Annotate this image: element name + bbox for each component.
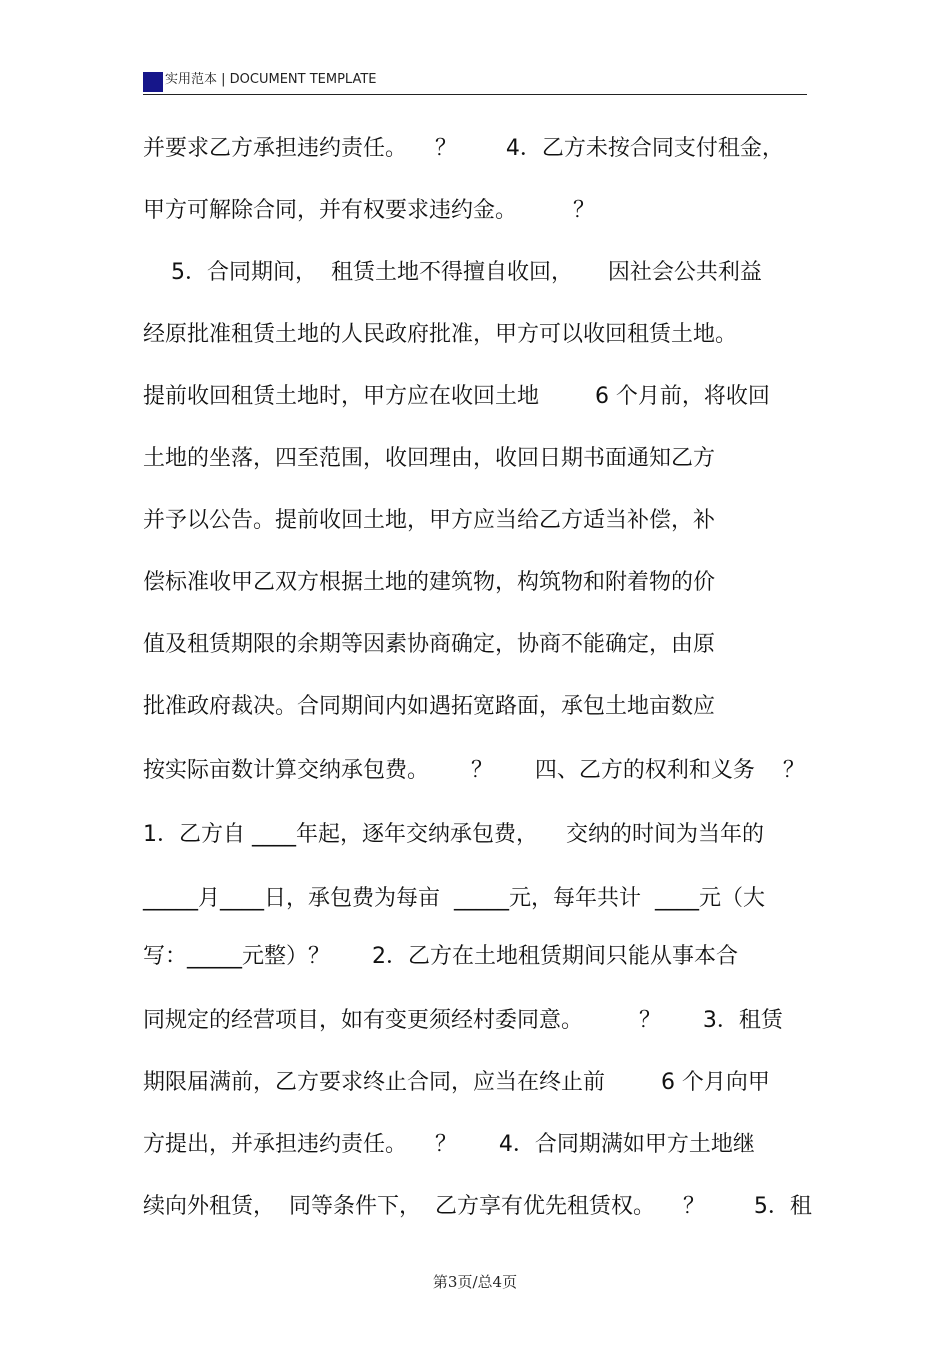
body-line: 续向外租赁， 同等条件下， 乙方享有优先租赁权。 ？ 5．租: [143, 1194, 812, 1219]
body-line: 值及租赁期限的余期等因素协商确定，协商不能确定，由原: [143, 632, 716, 657]
header-title: 实用范本 | DOCUMENT TEMPLATE: [165, 72, 377, 87]
body-line: 偿标准收甲乙双方根据土地的建筑物，构筑物和附着物的价: [143, 570, 716, 595]
body-line: 5．合同期间， 租赁土地不得擅自收回， 因社会公共利益: [143, 260, 762, 285]
body-line: 按实际亩数计算交纳承包费。 ？ 四、乙方的权利和义务 ？: [143, 758, 805, 783]
body-line: 同规定的经营项目，如有变更须经村委同意。 ？ 3．租赁: [143, 1008, 783, 1033]
body-line: 方提出，并承担违约责任。 ？ 4．合同期满如甲方土地继: [143, 1132, 755, 1157]
body-line: 甲方可解除合同，并有权要求违约金。 ？: [143, 198, 595, 223]
body-line: 期限届满前，乙方要求终止合同，应当在终止前 6 个月向甲: [143, 1070, 770, 1095]
body-line: 1．乙方自 ____年起，逐年交纳承包费， 交纳的时间为当年的: [143, 822, 764, 847]
body-line: 并予以公告。提前收回土地，甲方应当给乙方适当补偿，补: [143, 508, 716, 533]
page-number: 第3页/总4页: [432, 1273, 518, 1291]
body-line: 土地的坐落，四至范围，收回理由，收回日期书面通知乙方: [143, 446, 716, 471]
body-line: _____月____日，承包费为每亩 _____元，每年共计 ____元（大: [143, 886, 765, 911]
document-header: [143, 68, 807, 95]
body-line: 经原批准租赁土地的人民政府批准，甲方可以收回租赁土地。: [143, 322, 738, 347]
header-logo-square: [143, 72, 163, 92]
body-line: 并要求乙方承担违约责任。 ？ 4．乙方未按合同支付租金，: [143, 136, 784, 161]
body-line: 批准政府裁决。合同期间内如遇拓宽路面，承包土地亩数应: [143, 694, 716, 719]
body-line: 提前收回租赁土地时，甲方应在收回土地 6 个月前，将收回: [143, 384, 770, 409]
body-line: 写：_____元整）？ 2．乙方在土地租赁期间只能从事本合: [143, 944, 738, 969]
